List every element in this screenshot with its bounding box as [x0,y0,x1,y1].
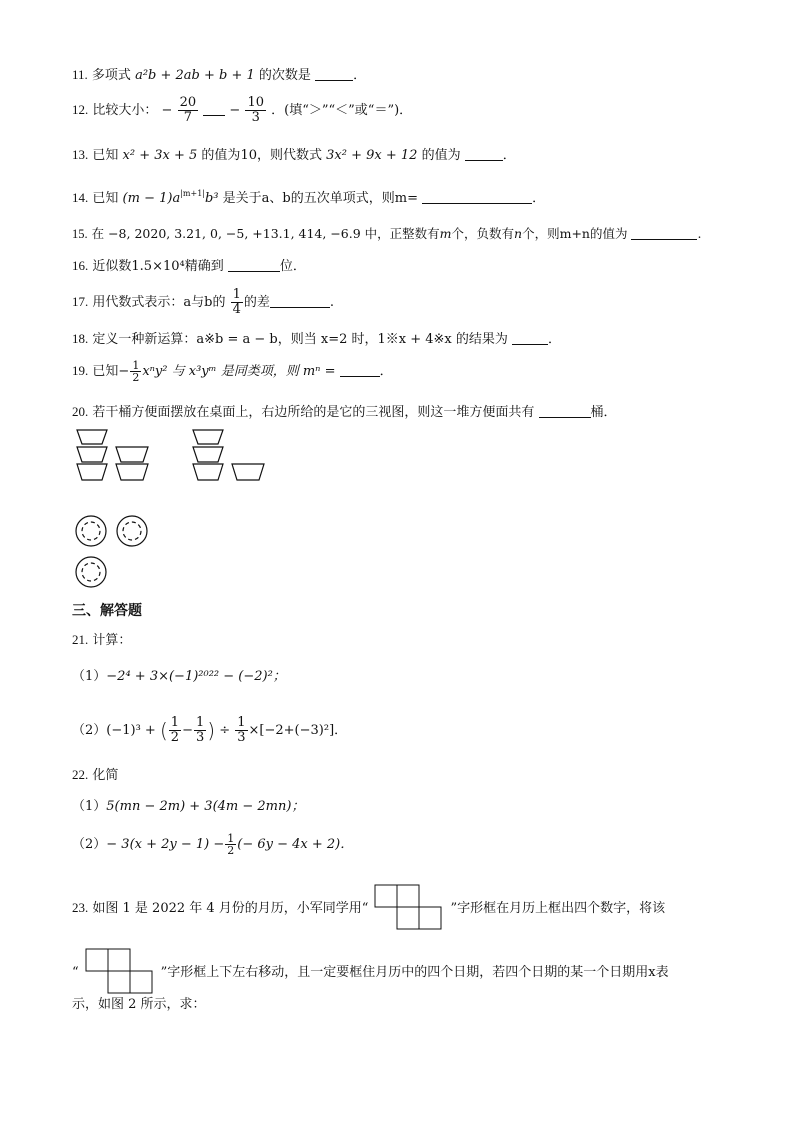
fraction [194,716,206,745]
answer-blank[interactable] [512,332,548,345]
punctuation: 位． [279,259,306,274]
question-number: 20. [72,404,89,419]
expression: x² + 3x + 5 [122,148,198,163]
question-text: 在 −8, 2020, 3.21, 0, −5, +13.1, 414, −6.9 中，正整数有 [91,226,440,241]
fraction [235,716,247,745]
question-number: 16. [72,258,89,273]
question-17 [72,288,334,317]
numerator: 1 [232,287,241,302]
bucket-shape [193,430,223,444]
polynomial: a²b + 2ab + b + 1 [135,68,255,83]
denominator: 3 [195,730,205,745]
numerator: 1 [170,715,180,730]
paren-left: ( [159,718,168,743]
question-number: 12. [72,102,89,117]
question-15 [72,225,701,243]
z-shape-frame-icon [374,884,444,930]
answer-blank[interactable] [631,227,697,240]
expression: 5(mn − 2m) + 3(4m − 2mn)； [106,799,305,814]
question-text: 是关于a、b的五次单项式，则m= [222,191,418,206]
bucket-shape [77,430,107,444]
question-22-part-1 [72,798,304,816]
denominator: 4 [232,302,241,317]
question-text: 化简 [92,768,119,783]
question-text: 如图 1 是 2022 年 4 月份的月历，小军同学用“ [92,901,369,916]
question-21 [72,631,131,650]
part-label: （1） [72,799,107,814]
question-text: 示，如图 2 所示，求： [72,997,206,1012]
answer-blank[interactable] [203,103,225,116]
question-text: ．(填“＞”“＜”或“＝”)． [271,103,413,118]
question-number: 23. [72,900,89,915]
question-number: 22. [72,767,89,782]
question-number: 13. [72,147,89,162]
answer-blank[interactable] [465,148,503,161]
bucket-shape [77,447,107,462]
expression: (m − 1)a [122,191,181,206]
question-text: 的值为 [201,148,241,163]
question-text: 已知 [92,191,119,206]
fraction [169,716,181,745]
part-label: （2） [72,837,107,852]
answer-blank[interactable] [228,259,280,272]
side-view-figure [190,428,272,484]
operator: ÷ [219,723,231,738]
answer-blank[interactable] [315,68,353,81]
variable: n [514,226,523,241]
punctuation: . [329,295,335,310]
top-view-circle [117,516,147,546]
answer-blank[interactable] [270,295,330,308]
expression: (−1)³ + [106,723,156,738]
part-label: （1） [72,669,107,684]
question-text: 定义一种新运算：a※b = a − b，则当 x=2 时，1※x + 4※x 的结果为 [92,332,508,347]
top-view-figure [74,514,156,590]
question-12 [72,96,412,125]
question-23-line-2 [72,948,669,994]
front-view-figure [74,428,156,484]
punctuation: ． [548,332,562,347]
question-text: 个，则m+n的值为 [522,226,628,241]
question-22 [72,766,118,785]
question-21-part-2: （2）(−1)³ + ( $\frac{1}{2}$ − $\frac{1}{3}$ ) ÷ $\frac{1}{3}$ ×[−2+(−3)²]． [72,715,348,745]
question-23-line-1 [72,884,665,930]
fraction-b [245,96,266,125]
question-text: 已知 [92,148,119,163]
question-text: 若干桶方便面摆放在桌面上，右边所给的是它的三视图，则这一堆方便面共有 [92,405,535,420]
question-text: ，则代数式 [256,148,322,163]
bucket-shape [116,447,148,462]
z-shape-frame-icon [85,948,155,994]
question-20 [72,403,617,422]
denominator: 3 [251,110,260,125]
numerator: 20 [179,95,197,110]
punctuation: ． [379,364,393,379]
question-number: 14. [72,190,89,205]
exponent: |m+1| [180,189,205,198]
bucket-shape [193,464,223,480]
question-18 [72,330,561,349]
punctuation: 桶． [590,405,617,420]
denominator: 2 [227,844,235,857]
minus-sign: − [229,103,241,118]
question-14 [72,189,545,208]
denominator: 2 [170,730,180,745]
top-view-circle [76,557,106,587]
question-16 [72,257,306,276]
expression: − 3(x + 2y − 1) − [106,837,225,852]
question-11 [72,66,366,85]
punctuation: . [697,226,702,241]
question-number: 15. [72,227,88,241]
numerator: 1 [132,359,140,372]
question-number: 18. [72,331,89,346]
variable: m [439,226,452,241]
bucket-shape [232,464,264,480]
expression: b³ [204,191,219,206]
question-13 [72,146,516,165]
question-text: 计算： [92,633,132,648]
paren-right: ) [207,718,216,743]
numerator: 1 [195,715,205,730]
answer-blank[interactable] [340,364,380,377]
value: 1.5×10⁴ [131,259,185,274]
question-21-part-1 [72,668,286,686]
question-text: 精确到 [184,259,224,274]
fraction [130,360,141,383]
punctuation: ． [502,148,516,163]
denominator: 3 [237,730,246,745]
expression: ×[−2+(−3)²]． [248,723,348,738]
question-text: 多项式 [91,68,131,83]
punctuation: ． [353,68,367,83]
question-text: 的差 [243,295,270,310]
punctuation: ． [532,191,546,206]
numerator: 1 [227,832,235,845]
top-view-circle [76,516,106,546]
expression: −2⁴ + 3×(−1)²⁰²² − (−2)²； [106,669,286,684]
bucket-shape [77,464,107,480]
expression: 3x² + 9x + 12 [326,148,418,163]
question-number: 17. [72,294,89,309]
numerator: 10 [247,95,265,110]
numerator: 1 [237,715,246,730]
question-text: “ [72,965,79,980]
bucket-shape [193,447,223,462]
question-text: 的值为 [421,148,461,163]
question-text: 比较大小： [92,103,158,118]
question-number: 11. [72,67,88,82]
question-text: 近似数 [92,259,132,274]
question-text: ”字形框上下左右移动，且一定要框住月历中的四个日期，若四个日期的某一个日期用x表 [160,965,669,980]
question-23-line-3 [72,996,206,1014]
question-22-part-2 [72,833,353,856]
answer-blank[interactable] [422,191,532,204]
minus-sign: − [161,103,173,118]
question-number: 19. [72,363,89,378]
question-text: 已知 [92,364,119,379]
section-title: 三、解答题 [72,603,142,619]
expression: xⁿy² 与 x³yᵐ 是同类项，则 mⁿ = [142,364,336,379]
bucket-shape [116,464,148,480]
question-text: 的次数是 [258,68,311,83]
question-text: 用代数式表示：a与b的 [92,295,226,310]
answer-blank[interactable] [539,405,591,418]
part-label: （2） [72,723,107,738]
fraction-a [178,96,199,125]
question-number: 21. [72,632,89,647]
value: 10 [240,148,257,163]
denominator: 7 [183,110,192,125]
question-text: ”字形框在月历上框出四个数字，将该 [450,901,666,916]
fraction [225,833,236,856]
question-text: 个，负数有 [451,226,515,241]
question-19: 19. 已知− $\frac{1}{2}$ xⁿy² 与 x³yᵐ 是同类项，则 mⁿ = ． [72,359,393,384]
expression: (− 6y − 4x + 2)． [237,837,354,852]
fraction [231,288,243,317]
denominator: 2 [132,371,140,384]
